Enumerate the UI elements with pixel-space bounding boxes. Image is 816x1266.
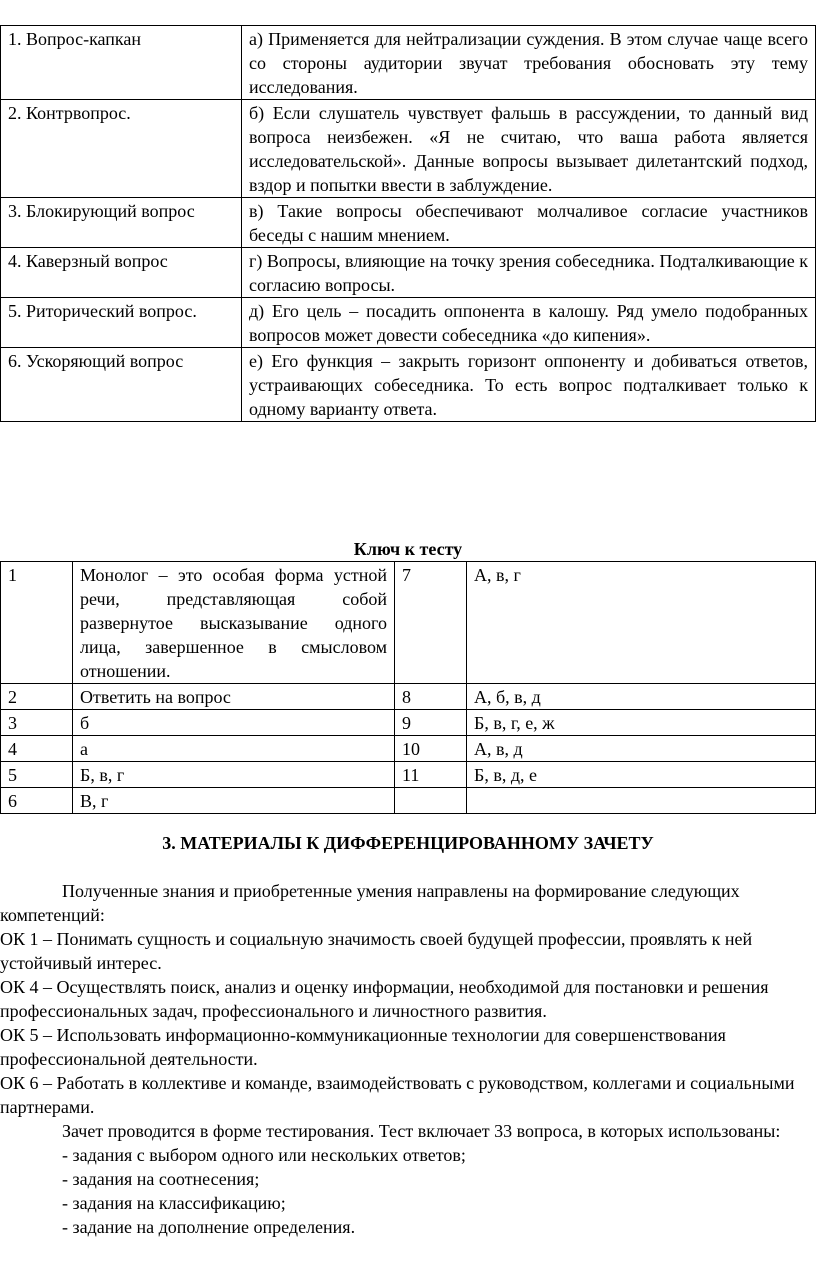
answer-value: Б, в, г bbox=[73, 762, 395, 788]
task-type-item: - задание на дополнение определения. bbox=[62, 1217, 356, 1237]
section-body bbox=[0, 879, 816, 1239]
answer-value: В, г bbox=[73, 788, 395, 814]
question-type-name: 2. Контрвопрос. bbox=[1, 100, 242, 198]
table-row bbox=[1, 348, 816, 422]
answer-number: 6 bbox=[1, 788, 73, 814]
question-types-table bbox=[0, 25, 816, 422]
question-type-description: д) Его цель – посадить оппонента в калошу. Ряд умело подобранных вопросов может довести собеседника «до кипения». bbox=[242, 298, 816, 348]
answer-value: Б, в, г, е, ж bbox=[467, 710, 816, 736]
answer-number: 8 bbox=[395, 684, 467, 710]
table-row bbox=[1, 684, 816, 710]
question-type-name: 5. Риторический вопрос. bbox=[1, 298, 242, 348]
table-row bbox=[1, 788, 816, 814]
competency-item: ОК 5 – Использовать информационно-коммуникационные технологии для совершенствования профессиональной деятельности. bbox=[0, 1025, 726, 1069]
competency-item: ОК 4 – Осуществлять поиск, анализ и оценку информации, необходимой для постановки и решения профессиональных задач, профессионального и личностного развития. bbox=[0, 977, 769, 1021]
answer-key-title: Ключ к тесту bbox=[353, 539, 463, 559]
section-heading: 3. МАТЕРИАЛЫ К ДИФФЕРЕНЦИРОВАННОМУ ЗАЧЕТУ bbox=[162, 833, 654, 853]
competency-item: ОК 1 – Понимать сущность и социальную значимость своей будущей профессии, проявлять к ней устойчивый интерес. bbox=[0, 929, 753, 973]
question-type-description: в) Такие вопросы обеспечивают молчаливое согласие участников беседы с нашим мнением. bbox=[242, 198, 816, 248]
table-row bbox=[1, 248, 816, 298]
question-type-name: 1. Вопрос-капкан bbox=[1, 26, 242, 100]
answer-number: 1 bbox=[1, 562, 73, 684]
task-type-item: - задания на соотнесения; bbox=[62, 1169, 260, 1189]
question-type-description: г) Вопросы, влияющие на точку зрения собеседника. Подталкивающие к согласию вопросы. bbox=[242, 248, 816, 298]
answer-number: 3 bbox=[1, 710, 73, 736]
test-info-paragraph: Зачет проводится в форме тестирования. Тест включает 33 вопроса, в которых использованы: bbox=[62, 1121, 781, 1141]
answer-number: 2 bbox=[1, 684, 73, 710]
table-row bbox=[1, 736, 816, 762]
task-type-item: - задания с выбором одного или нескольких ответов; bbox=[62, 1145, 466, 1165]
answer-value: б bbox=[73, 710, 395, 736]
question-type-description: е) Его функция – закрыть горизонт оппоненту и добиваться ответов, устраивающих собеседника. То есть вопрос подталкивает только к одному варианту ответа. bbox=[242, 348, 816, 422]
question-type-name: 3. Блокирующий вопрос bbox=[1, 198, 242, 248]
table-row bbox=[1, 100, 816, 198]
answer-number bbox=[395, 788, 467, 814]
question-type-name: 6. Ускоряющий вопрос bbox=[1, 348, 242, 422]
table-row bbox=[1, 198, 816, 248]
answer-number: 5 bbox=[1, 762, 73, 788]
answer-value: Монолог – это особая форма устной речи, представляющая собой развернутое высказывание одного лица, завершенное в смысловом отношении. bbox=[73, 562, 395, 684]
answer-value: Б, в, д, е bbox=[467, 762, 816, 788]
table-row bbox=[1, 298, 816, 348]
table-row bbox=[1, 562, 816, 684]
answer-number: 9 bbox=[395, 710, 467, 736]
table-row bbox=[1, 710, 816, 736]
table-row bbox=[1, 26, 816, 100]
answer-value: а bbox=[73, 736, 395, 762]
answer-number: 7 bbox=[395, 562, 467, 684]
answer-number: 4 bbox=[1, 736, 73, 762]
competency-item: ОК 6 – Работать в коллективе и команде, взаимодействовать с руководством, коллегами и социальными партнерами. bbox=[0, 1073, 795, 1117]
answer-value: А, б, в, д bbox=[467, 684, 816, 710]
answer-value: Ответить на вопрос bbox=[73, 684, 395, 710]
answer-value bbox=[467, 788, 816, 814]
question-type-description: а) Применяется для нейтрализации суждения. В этом случае чаще всего со стороны аудитории звучат требования обосновать эту тему исследования. bbox=[242, 26, 816, 100]
question-type-name: 4. Каверзный вопрос bbox=[1, 248, 242, 298]
task-type-item: - задания на классификацию; bbox=[62, 1193, 286, 1213]
table-row bbox=[1, 762, 816, 788]
answer-key-table bbox=[0, 561, 816, 814]
answer-value: А, в, д bbox=[467, 736, 816, 762]
answer-number: 10 bbox=[395, 736, 467, 762]
question-type-description: б) Если слушатель чувствует фальшь в рассуждении, то данный вид вопроса неизбежен. «Я не считаю, что ваша работа является исследовательской». Данные вопросы вызывает дилетантский подход, вздор и попытки ввести в заблуждение. bbox=[242, 100, 816, 198]
answer-value: А, в, г bbox=[467, 562, 816, 684]
answer-number: 11 bbox=[395, 762, 467, 788]
intro-paragraph: Полученные знания и приобретенные умения направлены на формирование следующих компетенций: bbox=[0, 881, 740, 925]
